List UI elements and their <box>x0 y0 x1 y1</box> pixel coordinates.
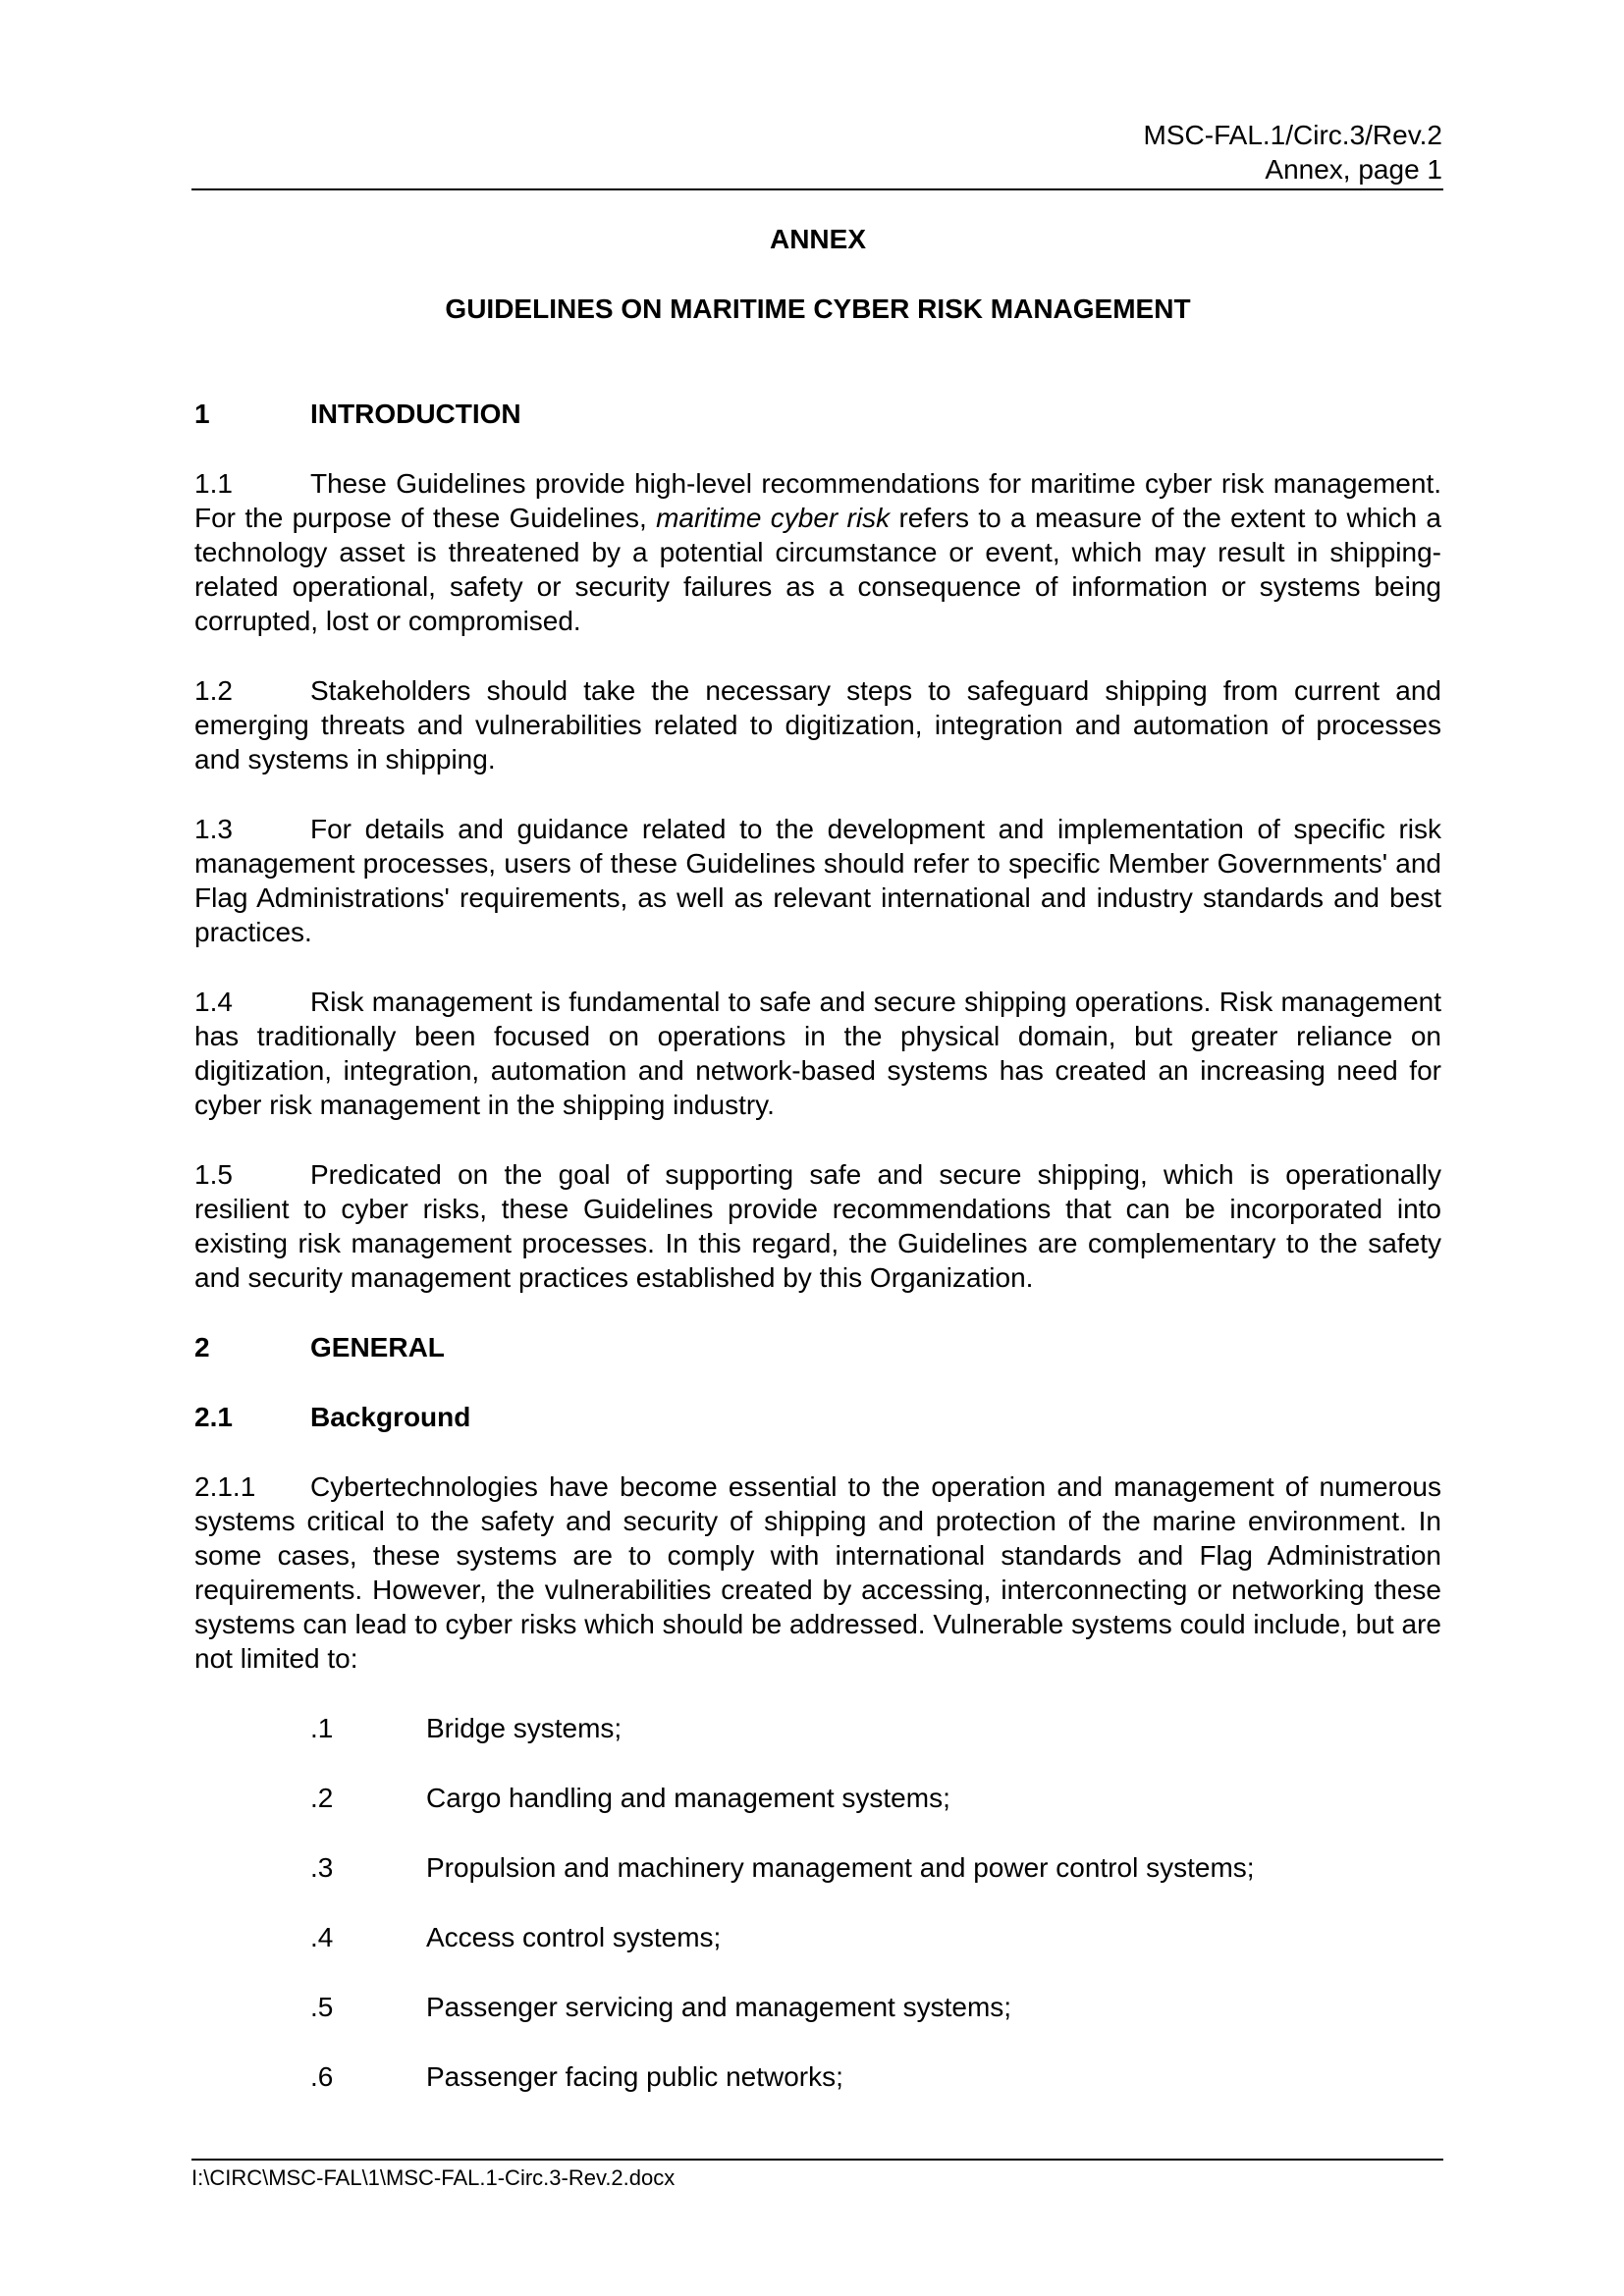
paragraph-text: Risk management is fundamental to safe and secure shipping operations. Risk management has traditionally been focused on operations in the physical domain, but greater reliance on digitization, integration, automation and network-based systems has created an increasing need for cyber risk management in the shipping industry. <box>194 987 1441 1120</box>
paragraph-2-1-1 <box>194 1469 1441 1676</box>
list-item-number: .2 <box>310 1783 334 1813</box>
list-item <box>310 1850 1441 1885</box>
section-number: 2 <box>194 1332 210 1362</box>
subsection-title: Background <box>310 1402 471 1432</box>
defined-term: maritime cyber risk <box>656 503 891 533</box>
list-item-text: Passenger servicing and management systems; <box>426 1992 1012 2022</box>
list-item-text: Cargo handling and management systems; <box>426 1783 950 1813</box>
paragraph-number: 1.5 <box>194 1159 233 1190</box>
paragraph-number: 1.1 <box>194 468 233 499</box>
list-item <box>310 2059 1441 2094</box>
section-number: 1 <box>194 399 210 429</box>
list-item-number: .1 <box>310 1713 334 1743</box>
list-item <box>310 1711 1441 1745</box>
list-item-text: Passenger facing public networks; <box>426 2061 843 2092</box>
list-item-text: Access control systems; <box>426 1922 722 1952</box>
list-item <box>310 1920 1441 1954</box>
list-item <box>310 1781 1441 1815</box>
list-item-number: .4 <box>310 1922 334 1952</box>
vulnerable-systems-list <box>194 1711 1441 2094</box>
section-heading-introduction <box>194 397 1441 431</box>
list-item-number: .6 <box>310 2061 334 2092</box>
list-item-number: .3 <box>310 1852 334 1883</box>
footer-rule <box>191 2159 1443 2161</box>
annex-title: ANNEX <box>769 224 866 254</box>
paragraph-text: Predicated on the goal of supporting safe and secure shipping, which is operationally resilient to cyber risks, these Guidelines provide recommendations that can be incorporated into existing risk management processes. In this regard, the Guidelines are complementary to the safety and security management practices established by this Organization. <box>194 1159 1441 1293</box>
list-item-text: Propulsion and machinery management and power control systems; <box>426 1852 1255 1883</box>
paragraph-1-3 <box>194 812 1441 949</box>
paragraph-number: 2.1.1 <box>194 1471 256 1502</box>
paragraph-1-1 <box>194 466 1441 638</box>
guidelines-title: GUIDELINES ON MARITIME CYBER RISK MANAGEMENT <box>445 294 1191 324</box>
paragraph-number: 1.4 <box>194 987 233 1017</box>
subsection-heading-background <box>194 1400 1441 1434</box>
list-item-number: .5 <box>310 1992 334 2022</box>
list-item <box>310 1990 1441 2024</box>
paragraph-text: These Guidelines provide high-level recommendations for maritime cyber risk management. For the purpose of these Guidelines, <box>194 468 1441 533</box>
paragraph-number: 1.2 <box>194 675 233 706</box>
paragraph-text: refers to a measure of the extent to which a technology asset is threatened by a potential circumstance or event, which may result in shipping-related operational, safety or security failures as a consequence of information or systems being corrupted, lost or compromised. <box>194 503 1441 636</box>
paragraph-1-4 <box>194 985 1441 1122</box>
document-body <box>194 222 1441 2094</box>
paragraph-number: 1.3 <box>194 814 233 844</box>
page-header <box>1144 118 1442 187</box>
paragraph-text: For details and guidance related to the development and implementation of specific risk management processes, users of these Guidelines should refer to specific Member Governments' and Flag Administrations' requirements, as well as relevant international and industry standards and best practices. <box>194 814 1441 947</box>
list-item-text: Bridge systems; <box>426 1713 623 1743</box>
page-reference: Annex, page 1 <box>1265 154 1442 185</box>
paragraph-text: Cybertechnologies have become essential to the operation and management of numerous systems critical to the safety and security of shipping and protection of the marine environment. In some cases, these systems are to comply with international standards and Flag Administration requirements. However, the vulnerabilities created by accessing, interconnecting or networking these systems can lead to cyber risks which should be addressed. Vulnerable systems could include, but are not limited to: <box>194 1471 1441 1674</box>
paragraph-1-2 <box>194 673 1441 776</box>
footer-file-path: I:\CIRC\MSC-FAL\1\MSC-FAL.1-Circ.3-Rev.2.docx <box>191 2165 676 2190</box>
section-title: GENERAL <box>310 1332 445 1362</box>
subsection-number: 2.1 <box>194 1402 233 1432</box>
header-rule <box>191 188 1443 190</box>
paragraph-1-5 <box>194 1157 1441 1295</box>
section-heading-general <box>194 1330 1441 1364</box>
document-reference: MSC-FAL.1/Circ.3/Rev.2 <box>1143 120 1442 150</box>
paragraph-text: Stakeholders should take the necessary steps to safeguard shipping from current and emerging threats and vulnerabilities related to digitization, integration and automation of processes and systems in shipping. <box>194 675 1441 774</box>
section-title: INTRODUCTION <box>310 399 521 429</box>
